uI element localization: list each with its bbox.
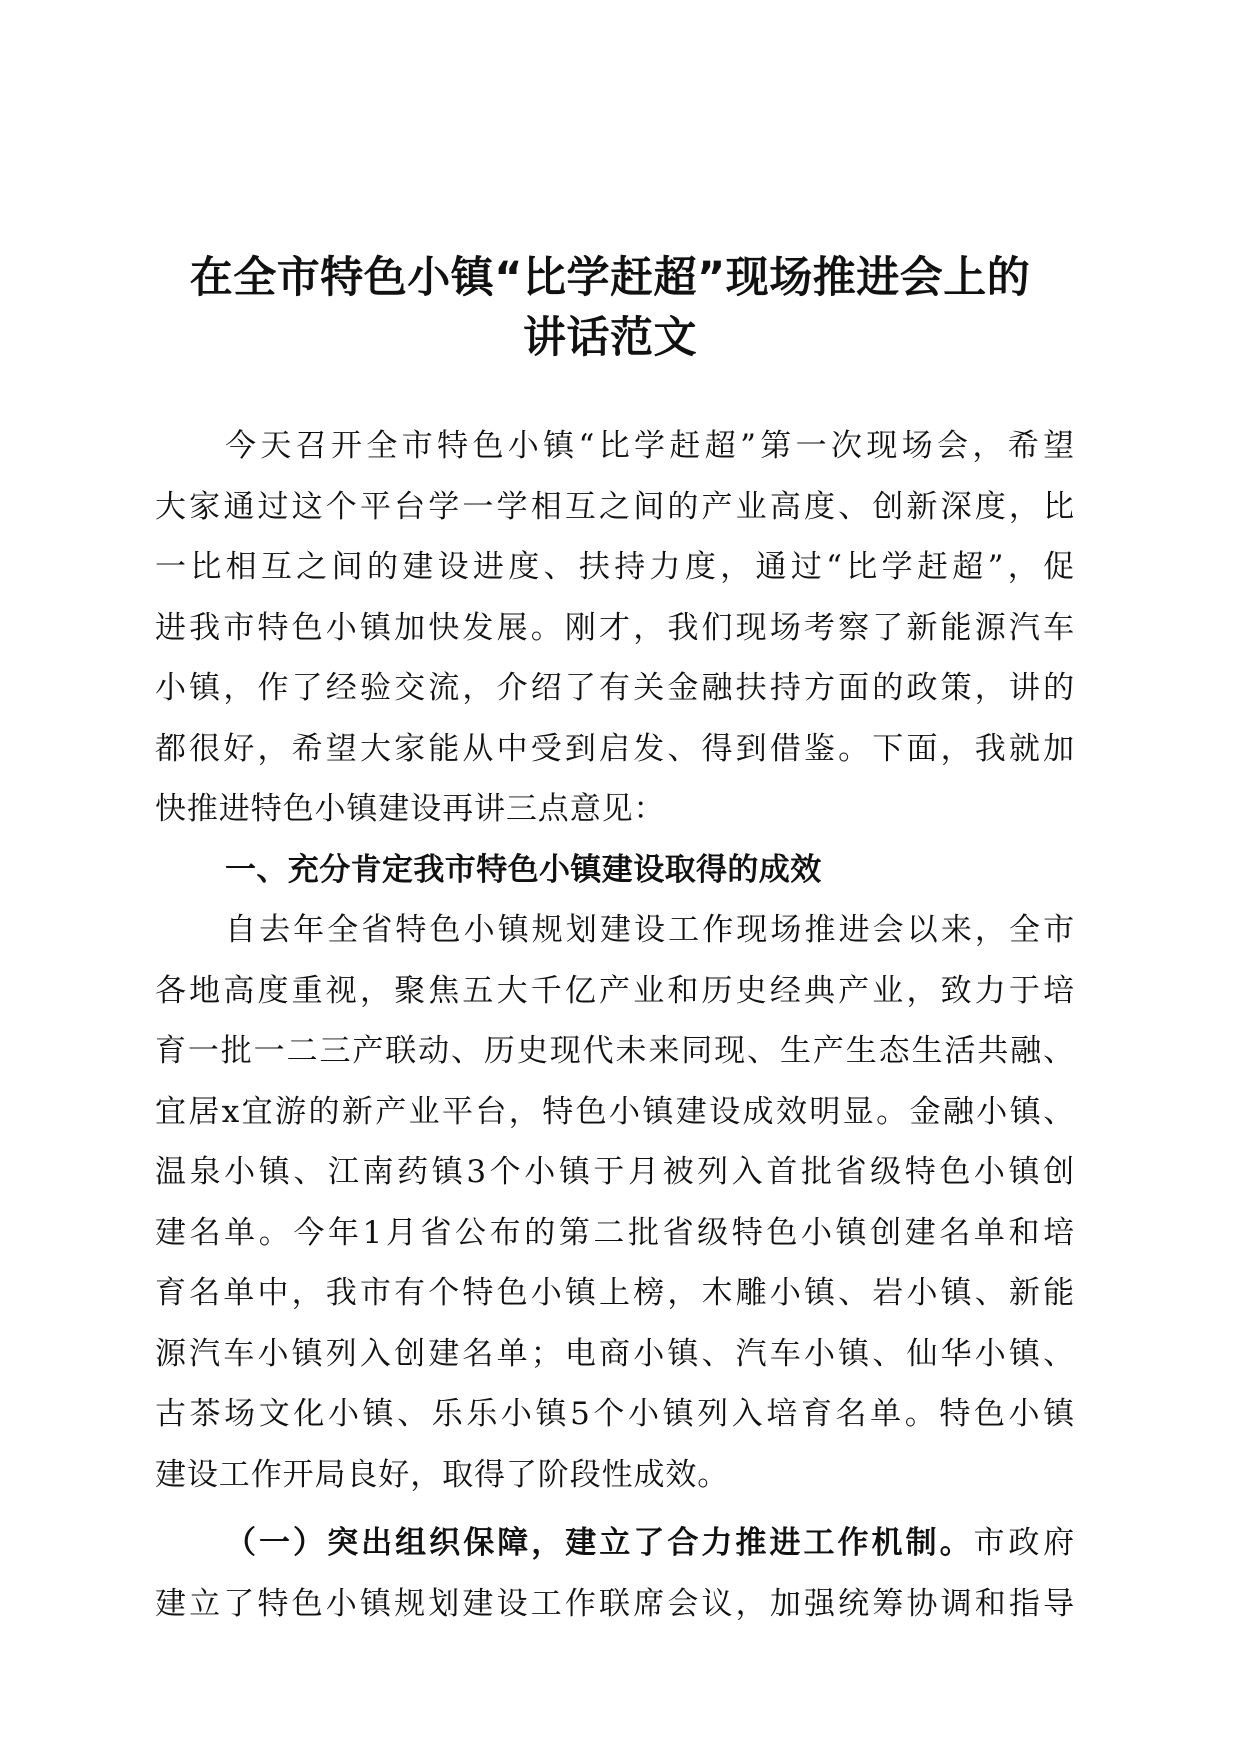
paragraph-line: 自去年全省特色小镇规划建设工作现场推进会以来，全市 bbox=[225, 912, 1075, 948]
paragraph-line: 宜居x宜游的新产业平台，特色小镇建设成效明显。金融小镇、 bbox=[155, 1093, 1075, 1130]
paragraph-line: 古茶场文化小镇、乐乐小镇5个小镇列入培育名单。特色小镇 bbox=[155, 1396, 1075, 1432]
title-line-2: 讲话范文 bbox=[523, 313, 697, 363]
paragraph-line: 大家通过这个平台学一学相互之间的产业高度、创新深度，比 bbox=[155, 488, 1075, 525]
paragraph-line: 进我市特色小镇加快发展。刚才，我们现场考察了新能源汽车 bbox=[155, 609, 1075, 646]
intro-paragraph bbox=[155, 416, 1075, 840]
section-heading-1: 一、充分肯定我市特色小镇建设取得的成效 bbox=[225, 851, 822, 888]
subsection-heading-1: （一）突出组织保障，建立了合力推进工作机制。 bbox=[225, 1525, 974, 1561]
paragraph-line bbox=[155, 1513, 1075, 1574]
paragraph-line: 小镇，作了经验交流，介绍了有关金融扶持方面的政策，讲的 bbox=[155, 670, 1075, 706]
paragraph-line: 建设工作开局良好，取得了阶段性成效。 bbox=[155, 1456, 730, 1493]
paragraph-line: 源汽车小镇列入创建名单；电商小镇、汽车小镇、仙华小镇、 bbox=[155, 1335, 1075, 1372]
subsection-lead-text: 市政府 bbox=[973, 1525, 1075, 1561]
paragraph-line: 各地高度重视，聚焦五大千亿产业和历史经典产业，致力于培 bbox=[155, 972, 1075, 1009]
paragraph-line: 育一批一二三产联动、历史现代未来同现、生产生态生活共融、 bbox=[155, 1033, 1075, 1069]
paragraph-line: 今天召开全市特色小镇“比学赶超”第一次现场会，希望 bbox=[225, 428, 1075, 464]
paragraph-line: 育名单中，我市有个特色小镇上榜，木雕小镇、岩小镇、新能 bbox=[155, 1275, 1075, 1311]
paragraph-line: 建立了特色小镇规划建设工作联席会议，加强统筹协调和指导 bbox=[155, 1585, 1075, 1622]
document-body bbox=[155, 416, 1075, 1634]
title-line-1: 在全市特色小镇“比学赶超”现场推进会上的 bbox=[189, 253, 1031, 303]
document-title bbox=[140, 248, 1080, 368]
subsection-1-paragraph bbox=[155, 1513, 1075, 1634]
paragraph-line: 快推进特色小镇建设再讲三点意见： bbox=[155, 791, 666, 827]
spacer bbox=[155, 1505, 1075, 1513]
paragraph-line: 一比相互之间的建设进度、扶持力度，通过“比学赶超”，促 bbox=[155, 549, 1075, 585]
paragraph-line: 温泉小镇、江南药镇3个小镇于月被列入首批省级特色小镇创 bbox=[155, 1154, 1075, 1190]
paragraph-line: 建名单。今年1月省公布的第二批省级特色小镇创建名单和培 bbox=[155, 1214, 1075, 1251]
paragraph-line: 都很好，希望大家能从中受到启发、得到借鉴。下面，我就加 bbox=[155, 730, 1075, 767]
section-1-paragraph bbox=[155, 900, 1075, 1505]
